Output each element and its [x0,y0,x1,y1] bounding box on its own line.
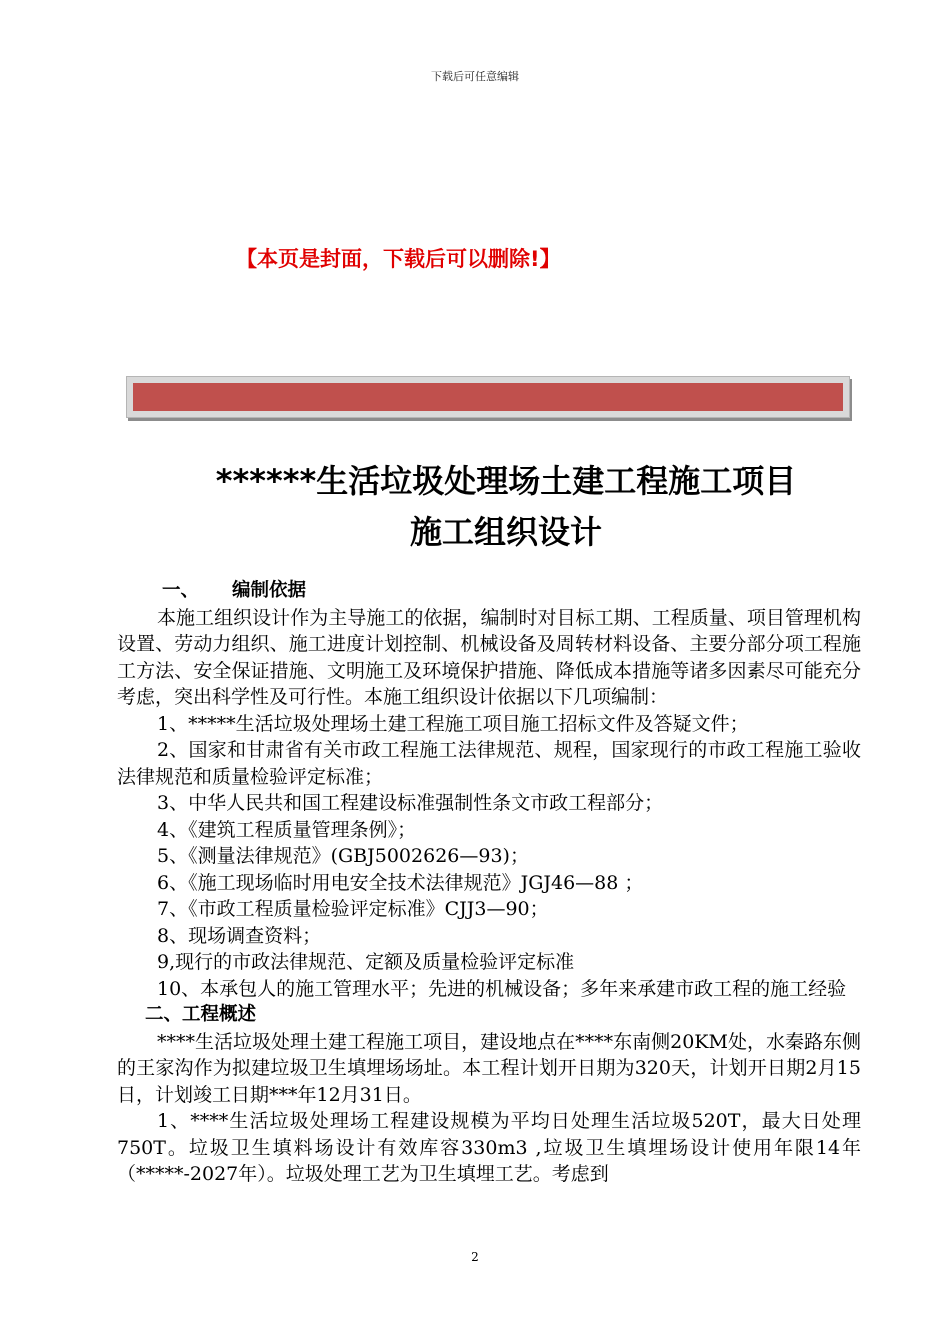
basis-item-8: 8、现场调查资料； [157,924,322,947]
cover-note: 【本页是封面，下载后可以删除!】 [236,247,561,271]
basis-item-1: 1、*****生活垃圾处理场土建工程施工项目施工招标文件及答疑文件； [157,712,749,735]
basis-item-3: 3、中华人民共和国工程建设标准强制性条文市政工程部分； [157,792,664,814]
basis-item-10: 10、本承包人的施工管理水平；先进的机械设备；多年来承建市政工程的施工经验 [157,977,847,1000]
section1-heading [117,578,861,605]
basis-item-9: 9,现行的市政法律规范、定额及质量检验评定标准 [157,951,575,973]
banner-bar [133,383,843,411]
basis-item-2: 2、国家和甘肃省有关市政工程施工法律规范、规程，国家现行的市政工程施工验收法律规范和质量检验评定标准； [117,739,861,788]
basis-item-6: 6、《施工现场临时用电安全技术法律规范》JGJ46—88 ； [157,871,644,894]
document-body [117,578,861,1188]
document-title-line1: ******生活垃圾处理场土建工程施工项目 [215,462,797,500]
section1-title: 编制依据 [232,580,307,601]
basis-item-5: 5、《测量法律规范》(GBJ5002626—93)； [157,845,529,867]
section2-heading: 二、工程概述 [145,1004,257,1025]
basis-item-7: 7、《市政工程质量检验评定标准》CJJ3—90； [157,898,549,920]
section1-number: 一、 [162,580,200,601]
basis-item-4: 4、《建筑工程质量管理条例》； [157,818,417,841]
decorative-banner [126,376,850,418]
section2-para1: ****生活垃圾处理土建工程施工项目，建设地点在****东南侧20KM处，水秦路东侧的王家沟作为拟建垃圾卫生填埋场场址。本工程计划开日期为320天，计划开日期2月15日，计划竣工日期***年12月31日。 [117,1030,861,1106]
page-number: 2 [471,1250,479,1264]
header-note: 下载后可任意编辑 [431,70,519,83]
document-title-line2: 施工组织设计 [409,513,602,551]
section1-intro: 本施工组织设计作为主导施工的依据，编制时对目标工期、工程质量、项目管理机构设置、劳动力组织、施工进度计划控制、机械设备及周转材料设备、主要分部分项工程施工方法、安全保证措施、文明施工及环境保护措施、降低成本措施等诸多因素尽可能充分考虑，突出科学性及可行性。本施工组织设计依据以下几项编制： [117,606,861,708]
section2-para2: 1、****生活垃圾处理场工程建设规模为平均日处理生活垃圾520T，最大日处理750T。垃圾卫生填料场设计有效库容330m3 ,垃圾卫生填埋场设计使用年限14年（*****-2027年）。垃圾处理工艺为卫生填埋工艺。考虑到 [117,1110,861,1185]
